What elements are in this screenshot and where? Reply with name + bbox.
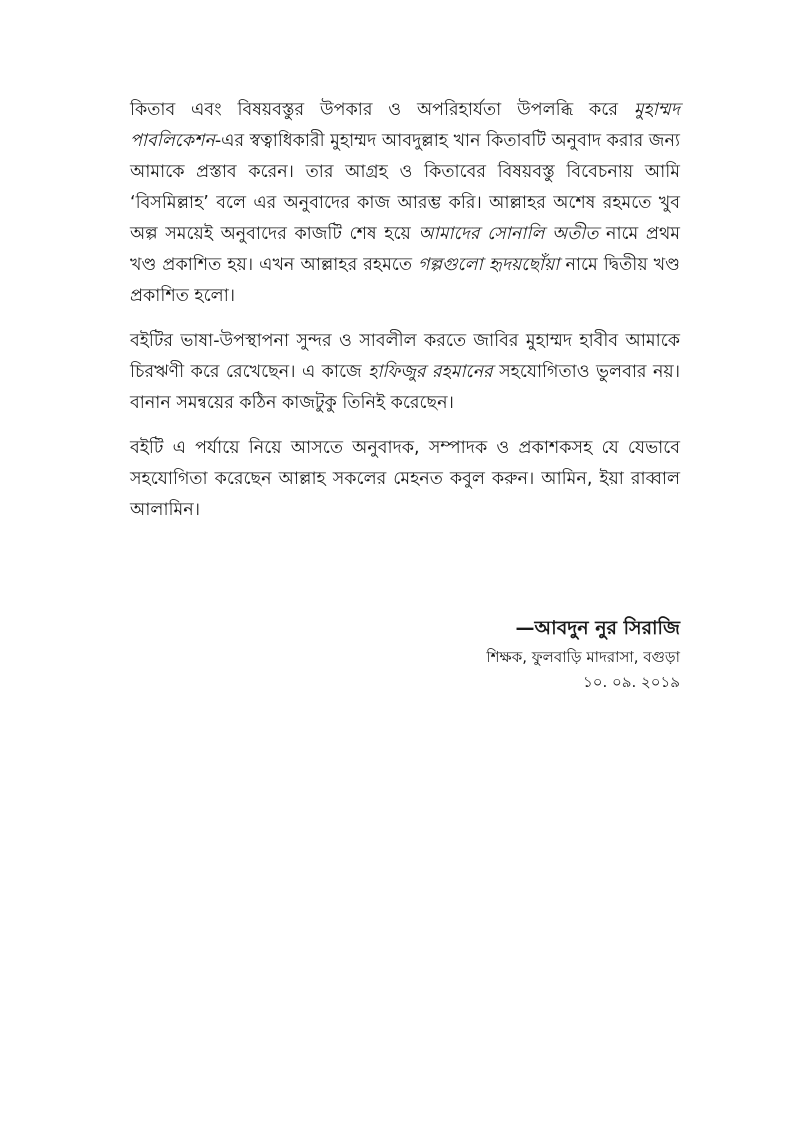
paragraph-1 [130,95,680,312]
text-run: -এর স্বত্বাধিকারী মুহাম্মদ আবদুল্লাহ খান কিতাবটি অনুবাদ করার জন্য আমাকে প্রস্তাব করেন। তার আগ্রহ ও কিতাবের বিষয়বস্তু বিবেচনায় আমি ‘বিসমিল্লাহ’ বলে এর অনুবাদের কাজ আরম্ভ করি। আল্লাহর অশেষ রহমতে খুব অল্প সময়েই অনুবাদের কাজটি শেষ হয়ে [130,131,680,244]
text-run: সহযোগিতাও ভুলবার নয়। বানান সমন্বয়ের কঠিন কাজটুকু তিনিই করেছেন। [130,362,680,413]
text-run: নামে দ্বিতীয় খণ্ড প্রকাশিত হলো। [130,255,681,306]
text-run: বইটি এ পর্যায়ে নিয়ে আসতে অনুবাদক, সম্পাদক ও প্রকাশকসহ যে যেভাবে সহযোগিতা করেছেন আল্লাহ সকলের মেহনত কবুল করুন। আমিন, ইয়া রাব্বাল আলামিন। [130,438,680,520]
signature-block [486,612,680,694]
text-run: কিতাব এবং বিষয়বস্তুর উপকার ও অপরিহার্যতা উপলব্ধি করে [130,100,634,120]
signature-name: —আবদুন নুর সিরাজি [515,617,680,639]
document-body [130,95,680,540]
text-run: বইটির ভাষা-উপস্থাপনা সুন্দর ও সাবলীল করতে জাবির মুহাম্মদ হাবীব আমাকে চিরঋণী করে রেখেছেন। এ কাজে [130,331,680,382]
paragraph-2 [130,326,680,419]
signature-role: শিক্ষক, ফুলবাড়ি মাদরাসা, বগুড়া [486,648,680,666]
text-run: নামে প্রথম খণ্ড প্রকাশিত হয়। এখন আল্লাহর রহমতে [130,224,680,275]
signature-date: ১০. ০৯. ২০১৯ [582,673,680,691]
paragraph-3 [130,433,680,526]
italic-run: আমাদের সোনালি অতীত [418,224,599,244]
italic-run: মুহাম্মদ পাবলিকেশন [130,100,680,151]
italic-run: গল্পগুলো হৃদয়ছোঁয়া [418,255,560,275]
italic-run: হাফিজুর রহমানের [368,362,493,382]
